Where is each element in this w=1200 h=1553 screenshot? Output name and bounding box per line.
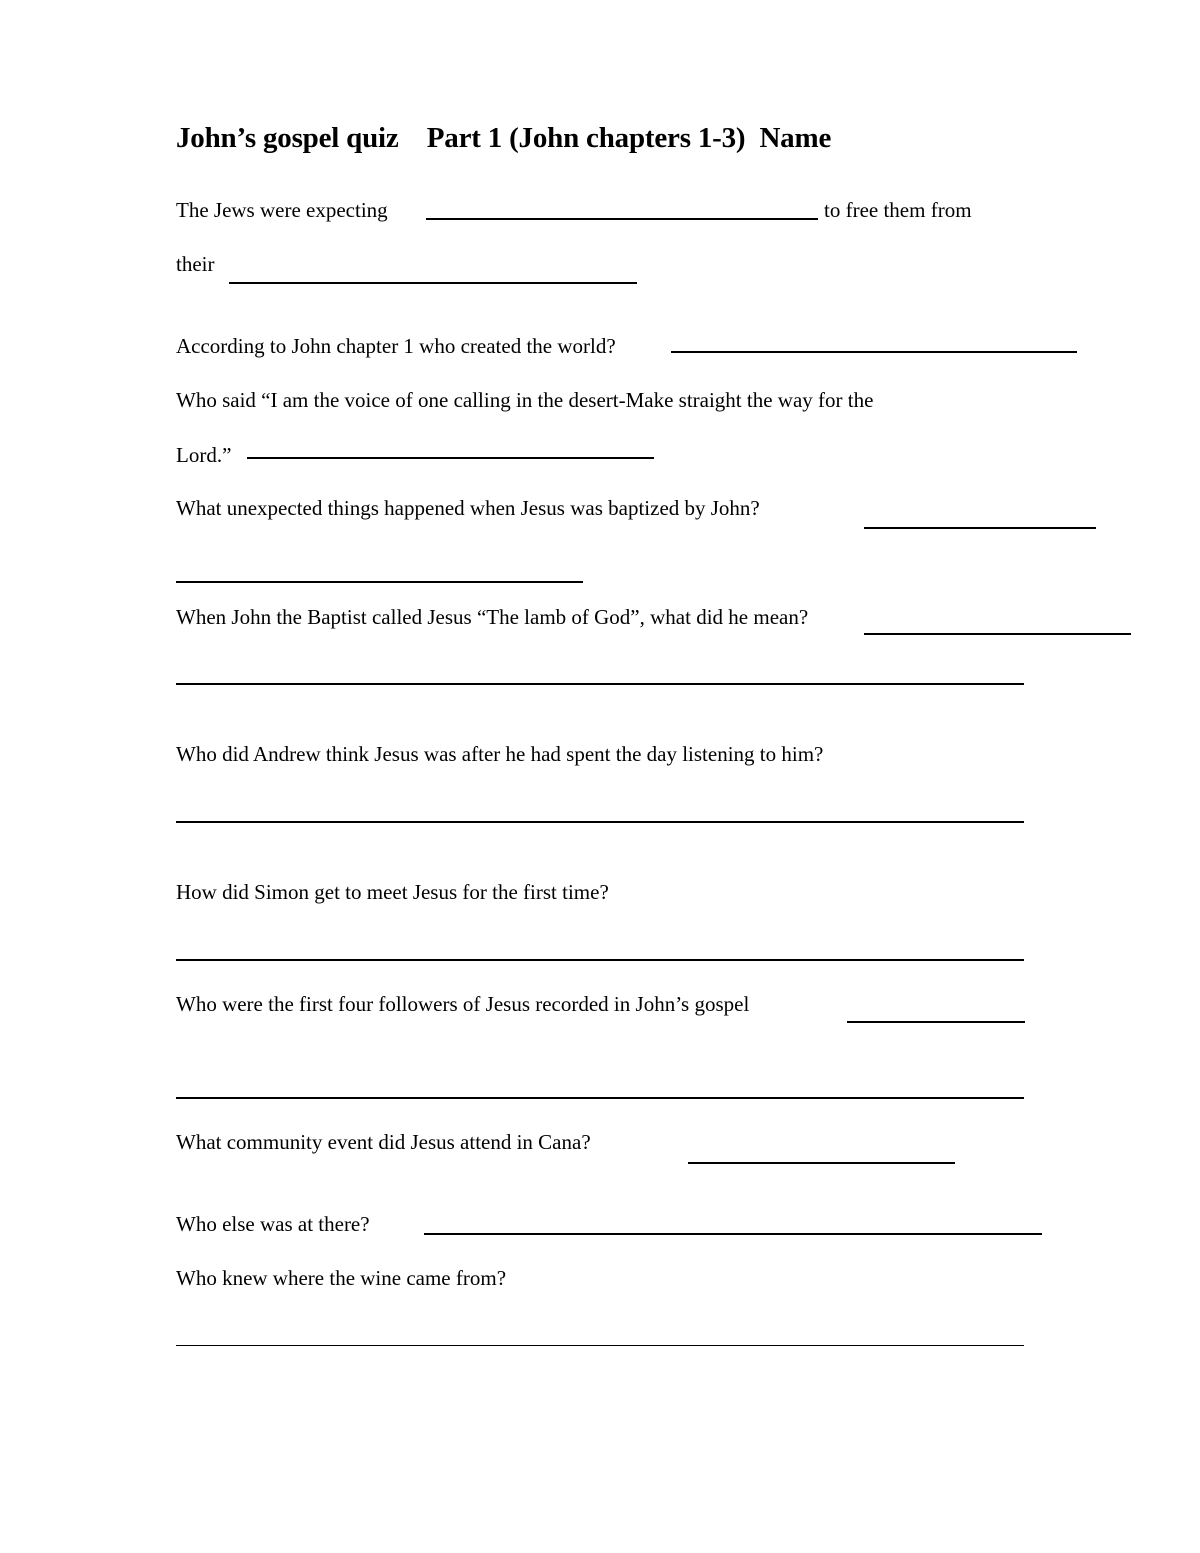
answer-line-lamb-of-god-2[interactable] — [176, 683, 1024, 685]
answer-line-first-four-followers-1[interactable] — [847, 1021, 1025, 1023]
answer-line-baptism-2[interactable] — [176, 581, 583, 583]
question-voice-in-desert-line1: Who said “I am the voice of one calling in the desert-Make straight the way for the — [176, 388, 874, 412]
question-jews-expecting-part3: their — [176, 252, 215, 276]
question-jews-expecting-part1: The Jews were expecting — [176, 198, 388, 222]
question-andrew: Who did Andrew think Jesus was after he had spent the day listening to him? — [176, 742, 824, 766]
page-title: John’s gospel quiz Part 1 (John chapters 1-3) Name — [176, 122, 832, 154]
question-who-else-there: Who else was at there? — [176, 1212, 370, 1236]
answer-line-cana-event[interactable] — [688, 1162, 955, 1164]
answer-line-who-created-world[interactable] — [671, 351, 1077, 353]
question-lamb-of-god: When John the Baptist called Jesus “The lamb of God”, what did he mean? — [176, 605, 809, 629]
answer-line-simon-meet-jesus[interactable] — [176, 959, 1024, 961]
question-jews-expecting-part2: to free them from — [824, 198, 972, 222]
answer-line-jews-expecting[interactable] — [426, 218, 818, 220]
question-simon-meet-jesus: How did Simon get to meet Jesus for the first time? — [176, 880, 609, 904]
question-voice-in-desert-line2: Lord.” — [176, 443, 232, 467]
question-wine-origin: Who knew where the wine came from? — [176, 1266, 507, 1290]
answer-line-lamb-of-god-1[interactable] — [864, 633, 1131, 635]
answer-line-baptism-1[interactable] — [864, 527, 1096, 529]
question-baptism-unexpected: What unexpected things happened when Jesus was baptized by John? — [176, 496, 760, 520]
answer-line-their[interactable] — [229, 282, 637, 284]
question-cana-event: What community event did Jesus attend in Cana? — [176, 1130, 591, 1154]
answer-line-first-four-followers-2[interactable] — [176, 1097, 1024, 1099]
answer-line-voice-in-desert[interactable] — [247, 457, 654, 459]
answer-line-andrew[interactable] — [176, 821, 1024, 823]
question-first-four-followers: Who were the first four followers of Jesus recorded in John’s gospel — [176, 992, 750, 1016]
question-who-created-world: According to John chapter 1 who created the world? — [176, 334, 616, 358]
answer-line-who-else-there[interactable] — [424, 1233, 1042, 1235]
answer-line-wine-origin[interactable] — [176, 1345, 1024, 1346]
